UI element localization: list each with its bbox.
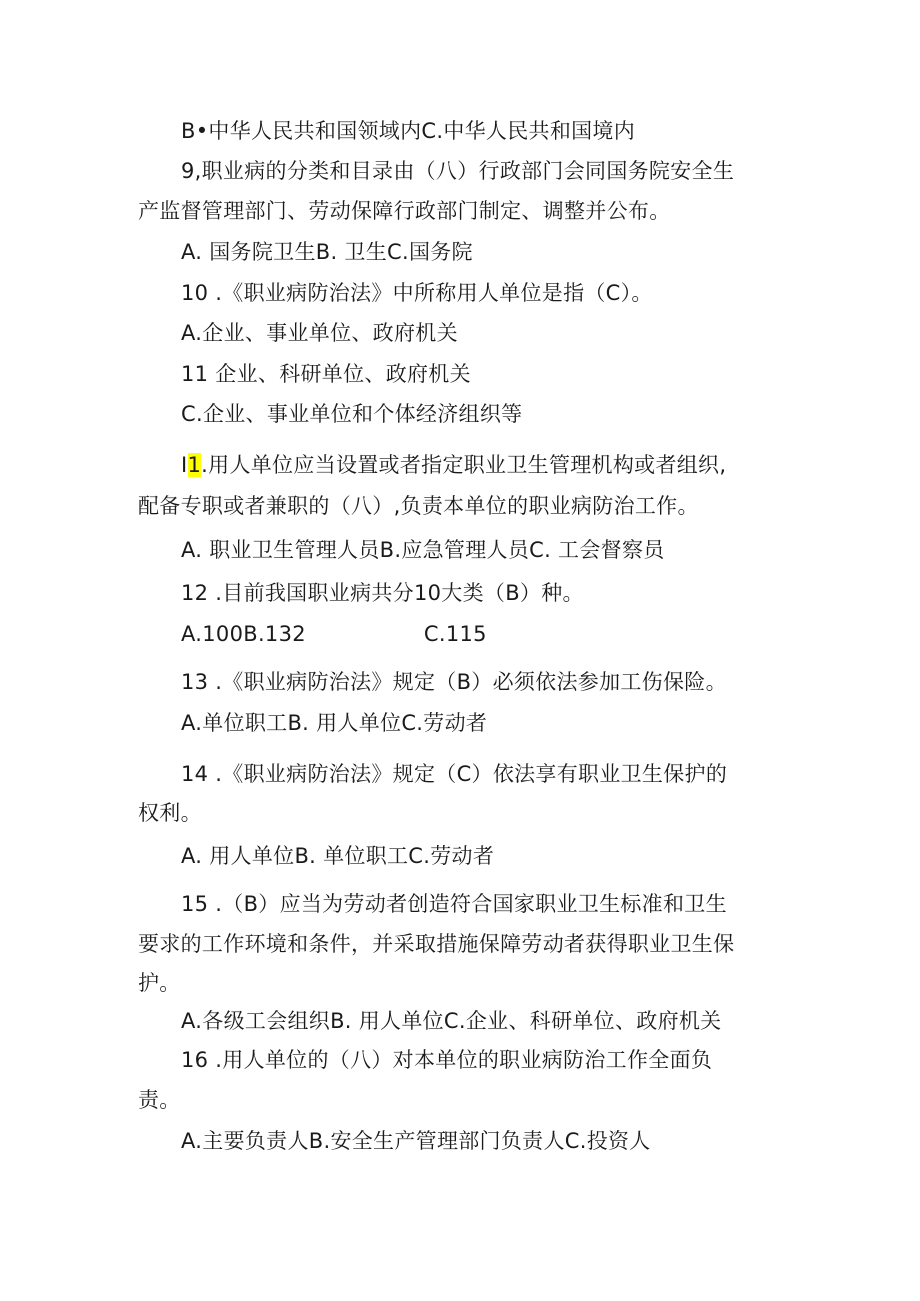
answer-12-ab: A.100B.132 — [181, 622, 306, 646]
answer-line-16: A.主要负责人B.安全生产管理部门负责人C.投资人 — [181, 1129, 651, 1153]
question-16-line-2: 责。 — [138, 1088, 181, 1112]
question-15-line-3: 护。 — [138, 971, 181, 995]
answer-10-b: 11 企业、科研单位、政府机关 — [181, 362, 471, 386]
question-14-line-1: 14 .《职业病防治法》规定（C）依法享有职业卫生保护的 — [181, 762, 728, 786]
answer-line-13: A.单位职工B. 用人单位C.劳动者 — [181, 711, 488, 735]
answer-10-c: C.企业、事业单位和个体经济组织等 — [181, 402, 523, 426]
question-11-line-1 — [181, 450, 726, 480]
question-11-text: .用人单位应当设置或者指定职业卫生管理机构或者组织, — [201, 453, 727, 477]
question-10: 10 .《职业病防治法》中所称用人单位是指（C）。 — [181, 281, 653, 305]
answer-line-8: B•中华人民共和国领域内C.中华人民共和国境内 — [181, 119, 636, 143]
highlight-mark: 1 — [187, 453, 202, 477]
question-11-line-2: 配备专职或者兼职的（八）,负责本单位的职业病防治工作。 — [138, 494, 699, 518]
answer-line-9: A. 国务院卫生B. 卫生C.国务院 — [181, 240, 473, 264]
answer-10-a: A.企业、事业单位、政府机关 — [181, 321, 458, 345]
answer-line-15: A.各级工会组织B. 用人单位C.企业、科研单位、政府机关 — [181, 1009, 722, 1033]
answer-12-c: C.115 — [423, 622, 487, 646]
question-14-line-2: 权利。 — [138, 801, 202, 825]
question-9-line-2: 产监督管理部门、劳动保障行政部门制定、调整并公布。 — [138, 199, 671, 223]
question-11-prefix: I — [181, 453, 188, 477]
answer-line-14: A. 用人单位B. 单位职工C.劳动者 — [181, 844, 495, 868]
question-15-line-2: 要求的工作环境和条件，并采取措施保障劳动者获得职业卫生保 — [138, 932, 735, 956]
answer-line-11: A. 职业卫生管理人员B.应急管理人员C. 工会督察员 — [181, 538, 665, 562]
question-12: 12 .目前我国职业病共分10大类（B）种。 — [181, 581, 584, 605]
question-9-line-1: 9,职业病的分类和目录由（八）行政部门会同国务院安全生 — [181, 159, 735, 183]
answer-line-12 — [181, 619, 487, 649]
question-15-line-1: 15 .（B）应当为劳动者创造符合国家职业卫生标准和卫生 — [181, 892, 727, 916]
question-16-line-1: 16 .用人单位的（八）对本单位的职业病防治工作全面负 — [181, 1048, 713, 1072]
question-13: 13 .《职业病防治法》规定（B）必须依法参加工伤保险。 — [181, 670, 727, 694]
